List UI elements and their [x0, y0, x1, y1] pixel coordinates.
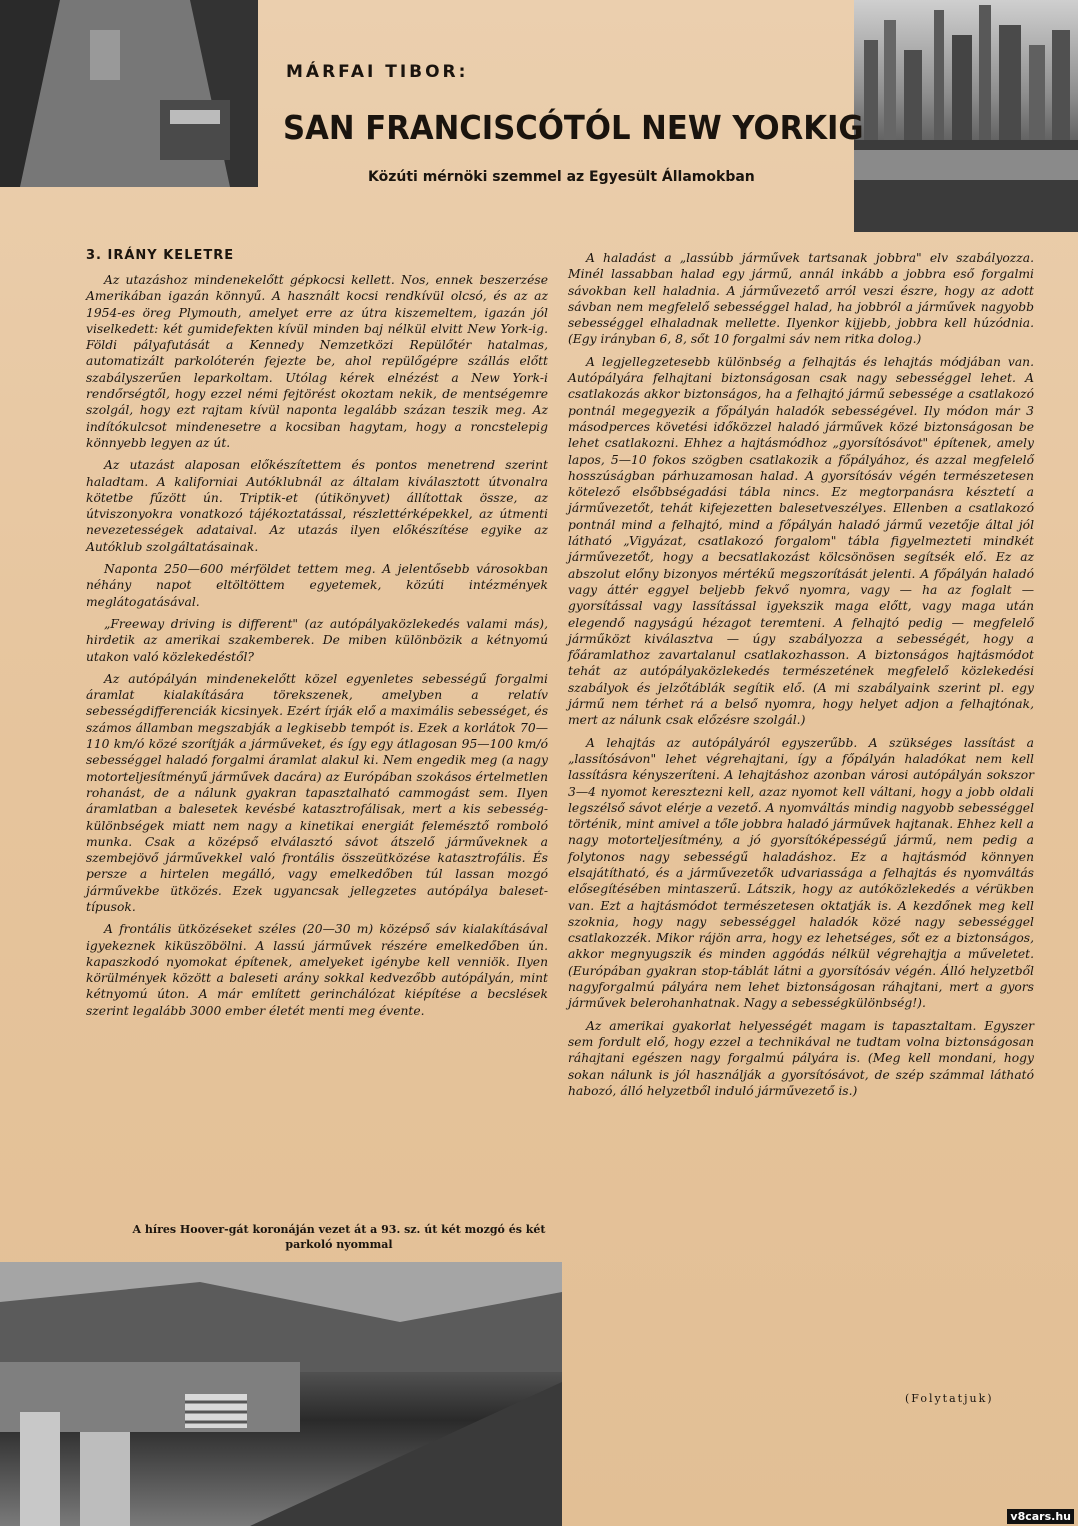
- paragraph: Az amerikai gyakorlat helyességét magam is tapasztaltam. Egyszer sem fordult elő, hogy ezzel a technikával ne tudtam volna biztonságosan ráhajtani egészen nagy forgalmú pályára is. (Meg kell mondani, hogy sokan nálunk is jól használják a gyorsítósávot, de szép számmal látható habozó, álló helyzetből induló járművezető is.): [568, 1018, 1034, 1098]
- article-subtitle: Közúti mérnöki szemmel az Egyesült Államokban: [368, 169, 755, 185]
- paragraph: A frontális ütközéseket széles (20—30 m) középső sáv kialakításával igyekeznek kiküszöbölni. A lassú járművek részére emelkedőben ún. kapaszkodó nyomokat építenek, amelyeket igénybe kell venniök. Ilyen körülmények között a baleseti arány sokkal kedvezőbb autópályán, mint kétnyomú úton. A már említett gerinchálózat kiépítése a becslések szerint legalább 3000 ember életét menti meg évente.: [86, 922, 548, 1018]
- paragraph: A haladást a „lassúbb járművek tartsanak jobbra" elv szabályozza. Minél lassabban halad egy jármű, annál inkább a jobbra eső forgalmi sávokban kell haladnia. A járművezető arról veszi észre, hogy az adott sávban nem megfelelő sebességgel halad, ha jobbról a járművek nagyobb sebességgel elhaladnak mellette. Ilyenkor kijjebb, jobbra kell húzódnia. (Egy irányban 6, 8, sőt 10 forgalmi sáv nem ritka dolog.): [568, 251, 1034, 347]
- source-watermark: v8cars.hu: [1007, 1509, 1074, 1524]
- paragraph: Az utazáshoz mindenekelőtt gépkocsi kellett. Nos, ennek beszerzése Amerikában igazán könnyű. A használt kocsi rendkívül olcsó, és az az 1954-es öreg Plymouth, amelyet erre az útra kiszemeltem, igazán jól viselkedett: két gumidefekten kívül minden baj nélkül elvitt New York-ig. Földi pályafutását a Kennedy Nemzetközi Repülőtér hatalmas, automatizált parkolóterén fejezte be, ahol repülőgépre szállás előtt szabályszerűen leparkoltam. Utólag kérek elnézést a New York-i rendőrségtől, hogy ezzel némi fejtörést okoztam nekik, de mentségemre szolgál, hogy ezt rajtam kívül naponta legalább százan teszik meg. Az indítókulcsot mindenesetre a kocsiban hagytam, hogy a roncstelepig könnyebb legyen az út.: [86, 273, 548, 450]
- paragraph: A lehajtás az autópályáról egyszerűbb. A szükséges lassítást a „lassítósávon" lehet végrehajtani, így a főpályán haladókat nem kell lassításra kényszeríteni. A lehajtáshoz azonban városi autópályán sokszor 3—4 nyomot keresztezni kell, azaz nyomot kell váltani, hogy a jobb oldali legszélső sávot elérje a vezető. A nyomváltás mindig nagyobb sebességgel történik, mint amivel a tőle jobbra haladó járművek hajtanak. Ehhez kell a nagy motorteljesítmény, a jó gyorsítóképességű jármű, nem pedig a folytonos nagy sebességű haladáshoz. Ez a hajtásmód könnyen elsajátítható, és a járművezetők udvariassága a felhajtás és nyomváltás elősegítésében mintaszerű. Látszik, hogy az autóközlekedés a vérükben van. Ezt a hajtásmódot természetesen oktatják is. A kezdőnek meg kell szoknia, hogy nagy sebességgel haladók közé nagy sebességgel csatlakozzék. Mikor rájön arra, hogy ez lehetséges, sőt ez a biztonságos, akkor megnyugszik és minden aggódás nélkül végrehajtja a műveletet. (Európában gyakran stop-táblát látni a gyorsítósáv végén. Álló helyzetből nagyforgalmú pályára nem lehet biztonságosan ráhajtani, mert a gyors járművek belerohanhatnak. Nagy a sebességkülönbség!).: [568, 735, 1034, 1011]
- paragraph: Az autópályán mindenekelőtt közel egyenletes sebességű forgalmi áramlat kialakítására törekszenek, amelyben a relatív sebességdifferenciák kicsinyek. Ezért írják elő a maximális sebességet, és számos államban megszabják a legkisebb tempót is. Ezek a korlátok 70—110 km/ó közé szorítják a járműveket, és így egy átlagosan 95—100 km/ó sebességgel haladó forgalmi áramlat alakul ki. Nem engedik meg (a nagy motorteljesítményű járművek dacára) az Európában szokásos értelmetlen rohanást, de a nálunk gyakran tapasztalható cammogást sem. Ilyen áramlatban a balesetek kevésbé katasztrofálisak, mert a kis sebesség-különbségek miatt nem nagy a kinetikai energiát felemésztő romboló munka. Csak a középső elválasztó sávot átszelő járműveknek a szembejövő járművekkel való frontális összeütközése katasztrofális. És persze a hirtelen megálló, vagy emelkedőben túl lassan mozgó járművekbe ütközés. Ezek ugyancsak jellegzetes autópálya baleset-típusok.: [86, 671, 548, 914]
- paragraph: „Freeway driving is different" (az autópályaközlekedés valami más), hirdetik az amerikai szakemberek. De miben különbözik a kétnyomú utakon való közlekedéstől?: [86, 616, 548, 664]
- left-column: [86, 272, 548, 1025]
- author-name: MÁRFAI TIBOR:: [286, 62, 469, 82]
- photo-caption: A híres Hoover-gát koronáján vezet át a 93. sz. út két mozgó és két parkoló nyommal: [132, 1223, 546, 1251]
- paragraph: A legjellegzetesebb különbség a felhajtás és lehajtás módjában van. Autópályára felhajtani biztonságosan csak nagy sebességgel lehet. A csatlakozás akkor biztonságos, ha a felhajtó jármű sebessége a csatlakozó pontnál megegyezik a főpályán haladók sebességével. Ily módon már 3 másodperces követési időközzel haladó járművek közé biztonságosan be lehet csatlakozni. Ehhez a hajtásmódhoz „gyorsítósávot" építenek, amely lapos, 5—10 fokos szögben csatlakozik a főpályához, és azzal megfelelő hosszúságban párhuzamosan halad. A gyorsítósáv végén természetesen kötelező elsőbbségadási tábla nincs. Ez megtorpanásra késztetí a járművezetőt, tehát kifejezetten balesetveszélyes. Ellenben a csatlakozó pontnál mind a felhajtó, mind a főpályán haladó jármű vezetője által jól látható „Vigyázat, csatlakozó forgalom" tábla figyelmezteti mindkét járművezetőt, hogy a becsatlakozást kölcsönösen segítsék elő. Ez az abszolut előny bizonyos mértékű megszorítását jelenti. A főpályán haladó vagy áttér eggyel beljebb fekvő nyomra, vagy — ha az foglalt — gyorsítással vagy lassítással igyekszik maga előtt, vagy maga után elegendő nagyságú hézagot teremteni. A felhajtó pedig — megfelelő járműközt kiválasztva — úgy szabályozza a sebességét, hogy a főáramlathoz zavartalanul csatlakozhasson. A biztonságos hajtásmódot tehát az autópályaközlekedés természetének megfelelő közlekedési szabályok és jelzőtáblák segítik elő. (A mi szabályaink szerint pl. egy jármű nem térhet rá a belső nyomra, hogy helyet adjon a felhajtónak, mert az nálunk csak előzésre szolgál.): [568, 354, 1034, 728]
- hoover-dam-photo: [0, 1262, 562, 1526]
- new-york-skyline-photo: [854, 0, 1078, 232]
- paragraph: Az utazást alaposan előkészítettem és pontos menetrend szerint haladtam. A kaliforniai Autóklubnál az általam kiválasztott útvonalra kötetbe fűzött ún. Triptik-et (útikönyvet) állítottak össze, az útviszonyokra vonatkozó tájékoztatással, részlettérképekkel, az útmenti nevezetességek adataival. Az utazás ilyen előkészítése egyike az Autóklub szolgáltatásainak.: [86, 458, 548, 554]
- street-cable-car-photo: [0, 0, 258, 187]
- paragraph: Naponta 250—600 mérföldet tettem meg. A jelentősebb városokban néhány napot eltöltöttem egyetemek, közúti intézmények meglátogatásával.: [86, 562, 548, 609]
- continued-note: (Folytatjuk): [905, 1392, 994, 1405]
- article-title: SAN FRANCISCÓTÓL NEW YORKIG: [283, 108, 864, 147]
- right-column: [568, 250, 1034, 1105]
- section-heading: 3. IRÁNY KELETRE: [86, 248, 235, 263]
